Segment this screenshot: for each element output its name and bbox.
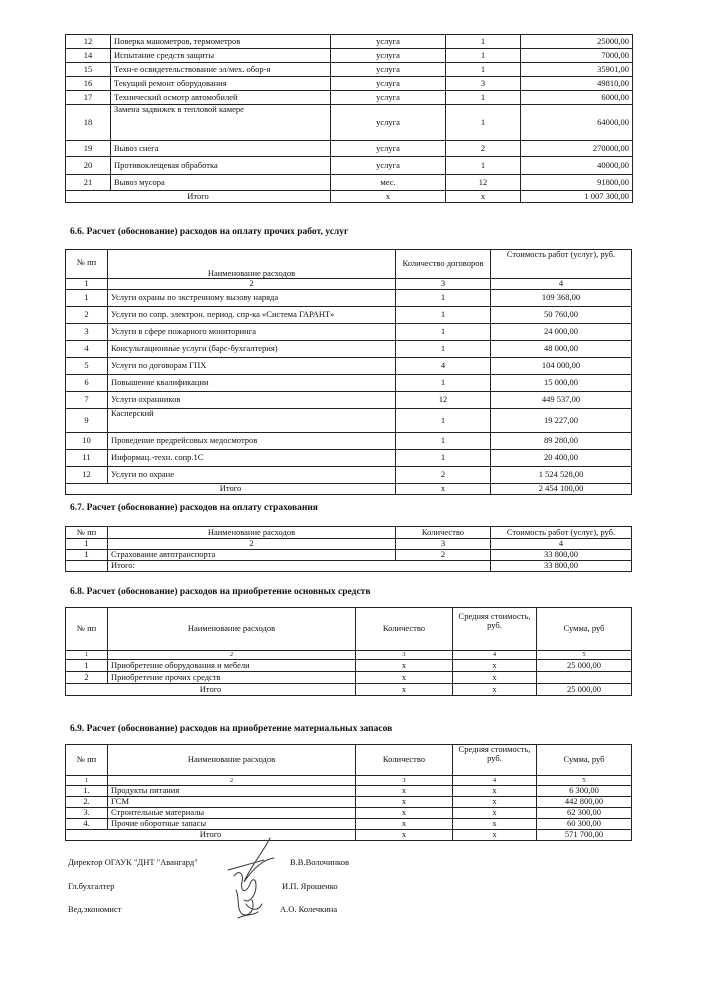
table-row <box>66 63 633 77</box>
row-qty: 1 <box>396 290 491 307</box>
row-number: 21 <box>66 175 111 191</box>
row-sum: 442 800,00 <box>537 797 632 808</box>
header-qty: Количество <box>356 745 453 776</box>
section-6-8-title: 6.8. Расчет (обоснование) расходов на приобретение основных средств <box>70 587 371 597</box>
row-qty: 1 <box>396 409 491 433</box>
table-row <box>66 467 632 484</box>
index-row <box>66 651 632 660</box>
total-sum: 25 000,00 <box>537 684 632 696</box>
row-qty: 2 <box>446 141 521 157</box>
index-cell: 1 <box>66 776 108 786</box>
table-row <box>66 141 633 157</box>
header-qty: Количество <box>396 527 491 539</box>
handwritten-signature <box>222 834 292 922</box>
row-qty: 1 <box>396 450 491 467</box>
table-row <box>66 672 632 684</box>
row-name: Продукты питания <box>108 786 356 797</box>
row-qty: 1 <box>446 49 521 63</box>
row-unit: услуга <box>331 141 446 157</box>
row-name: Противоклещевая обработка <box>111 157 331 175</box>
header-name: Наименование расходов <box>108 250 396 279</box>
row-name: Услуги охраны по экстренному вызову наряда <box>108 290 396 307</box>
row-qty: 12 <box>396 392 491 409</box>
index-cell: 2 <box>108 539 396 550</box>
total-sum: 1 007 300,00 <box>521 191 633 203</box>
total-row <box>66 830 632 841</box>
header-name: Наименование расходов <box>108 745 356 776</box>
index-cell: 1 <box>66 279 108 290</box>
table-row <box>66 157 633 175</box>
row-sum: 20 400,00 <box>491 450 632 467</box>
row-unit: услуга <box>331 105 446 141</box>
index-cell: 4 <box>453 651 537 660</box>
row-sum: 64000,00 <box>521 105 633 141</box>
table-row <box>66 290 632 307</box>
total-qty: х <box>356 684 453 696</box>
row-qty: х <box>356 797 453 808</box>
table-row <box>66 550 632 561</box>
empty-cell <box>66 561 108 572</box>
row-name: Проведение предрейсовых медосмотров <box>108 433 396 450</box>
row-unit: услуга <box>331 157 446 175</box>
row-qty: 1 <box>446 91 521 105</box>
index-cell: 2 <box>108 279 396 290</box>
row-number: 9 <box>66 409 108 433</box>
header-row <box>66 745 632 776</box>
row-sum: 6000,00 <box>521 91 633 105</box>
row-sum: 60 300,00 <box>537 819 632 830</box>
row-avg: х <box>453 819 537 830</box>
total-qty: х <box>356 830 453 841</box>
table-row <box>66 77 633 91</box>
row-qty: х <box>356 819 453 830</box>
index-cell: 4 <box>453 776 537 786</box>
header-number: № пп <box>66 527 108 539</box>
row-number: 10 <box>66 433 108 450</box>
row-name: Консультационные услуги (барс-бухгалтерия) <box>108 341 396 358</box>
row-name: Прочие оборотные запасы <box>108 819 356 830</box>
row-number: 2 <box>66 672 108 684</box>
table-row <box>66 341 632 358</box>
accountant-title: Гл.бухгалтер <box>68 881 115 891</box>
row-sum: 25000,00 <box>521 35 633 49</box>
row-name: Касперский <box>108 409 396 433</box>
table-row <box>66 375 632 392</box>
table-row <box>66 450 632 467</box>
total-label: Итого: <box>108 561 491 572</box>
row-number: 14 <box>66 49 111 63</box>
index-cell: 4 <box>491 279 632 290</box>
inventory-table <box>65 744 632 841</box>
row-sum: 104 000,00 <box>491 358 632 375</box>
header-qty: Количество <box>356 608 453 651</box>
table-row <box>66 358 632 375</box>
section-6-7-title: 6.7. Расчет (обоснование) расходов на оплату страхования <box>70 503 318 513</box>
row-sum: 91800,00 <box>521 175 633 191</box>
row-qty: 3 <box>446 77 521 91</box>
row-name: Услуги по сопр. электрон. период. спр-ка «Система ГАРАНТ» <box>108 307 396 324</box>
row-qty: 1 <box>446 35 521 49</box>
row-number: 7 <box>66 392 108 409</box>
row-name: Текущий ремонт оборудования <box>111 77 331 91</box>
table-row <box>66 808 632 819</box>
row-avg: х <box>453 797 537 808</box>
row-name: Технический осмотр автомобилей <box>111 91 331 105</box>
row-sum: 25 000,00 <box>537 660 632 672</box>
row-number: 2 <box>66 307 108 324</box>
index-cell: 3 <box>356 776 453 786</box>
row-sum: 6 300,00 <box>537 786 632 797</box>
row-number: 12 <box>66 467 108 484</box>
row-name: Приобретение оборудования и мебели <box>108 660 356 672</box>
total-label: Итого <box>66 191 331 203</box>
row-unit: услуга <box>331 77 446 91</box>
header-cost: Стоимость работ (услуг), руб. <box>491 527 632 539</box>
table-row <box>66 35 633 49</box>
total-avg: х <box>453 830 537 841</box>
row-number: 11 <box>66 450 108 467</box>
row-qty: х <box>356 672 453 684</box>
index-row <box>66 279 632 290</box>
header-row <box>66 527 632 539</box>
insurance-table <box>65 526 632 572</box>
row-sum: 24 000,00 <box>491 324 632 341</box>
total-sum: 33 800,00 <box>491 561 632 572</box>
row-number: 18 <box>66 105 111 141</box>
row-number: 4 <box>66 341 108 358</box>
total-row <box>66 561 632 572</box>
row-qty: 1 <box>396 307 491 324</box>
row-sum: 449 537,00 <box>491 392 632 409</box>
row-number: 19 <box>66 141 111 157</box>
section-6-9-title: 6.9. Расчет (обоснование) расходов на приобретение материальных запасов <box>70 724 393 734</box>
table-row <box>66 660 632 672</box>
header-avg: Средняя стоимость, руб. <box>453 745 537 776</box>
table-row <box>66 433 632 450</box>
index-cell: 5 <box>537 651 632 660</box>
row-number: 15 <box>66 63 111 77</box>
table-row <box>66 49 633 63</box>
row-unit: услуга <box>331 35 446 49</box>
row-unit: мес. <box>331 175 446 191</box>
row-number: 1 <box>66 550 108 561</box>
row-sum: 1 524 528,00 <box>491 467 632 484</box>
row-name: Услуги в сфере пожарного мониторинга <box>108 324 396 341</box>
table-row <box>66 324 632 341</box>
total-label: Итого <box>66 830 356 841</box>
row-name: Информац.-техн. сопр.1С <box>108 450 396 467</box>
row-number: 3 <box>66 324 108 341</box>
index-row <box>66 539 632 550</box>
header-avg: Средняя стоимость, руб. <box>453 608 537 651</box>
total-row <box>66 684 632 696</box>
index-row <box>66 776 632 786</box>
total-avg: х <box>453 684 537 696</box>
row-qty: х <box>356 786 453 797</box>
row-avg: х <box>453 808 537 819</box>
index-cell: 2 <box>108 651 356 660</box>
director-name: В.В.Волочинков <box>290 857 350 867</box>
row-name: Услуги по договорам ГПХ <box>108 358 396 375</box>
row-qty: 1 <box>446 157 521 175</box>
row-number: 6 <box>66 375 108 392</box>
row-sum: 270000,00 <box>521 141 633 157</box>
director-title: Директор ОГАУК "ДНТ "Авангард" <box>68 857 198 867</box>
row-number: 20 <box>66 157 111 175</box>
total-row <box>66 484 632 495</box>
row-sum: 15 000,00 <box>491 375 632 392</box>
row-avg: х <box>453 660 537 672</box>
row-qty: 12 <box>446 175 521 191</box>
row-sum: 35901,00 <box>521 63 633 77</box>
row-qty: 2 <box>396 550 491 561</box>
row-qty: 1 <box>396 375 491 392</box>
table-row <box>66 91 633 105</box>
row-number: 5 <box>66 358 108 375</box>
row-sum: 40000,00 <box>521 157 633 175</box>
total-sum: 2 454 100,00 <box>491 484 632 495</box>
header-number: № пп <box>66 250 108 279</box>
header-row <box>66 608 632 651</box>
table-row <box>66 307 632 324</box>
row-sum: 89 280,00 <box>491 433 632 450</box>
row-number: 4. <box>66 819 108 830</box>
table-row <box>66 409 632 433</box>
total-unit: х <box>331 191 446 203</box>
row-number: 3. <box>66 808 108 819</box>
row-name: Строительные материалы <box>108 808 356 819</box>
row-sum: 49810,00 <box>521 77 633 91</box>
row-number: 1 <box>66 290 108 307</box>
fixed-assets-table <box>65 607 632 696</box>
row-name: Услуги охранников <box>108 392 396 409</box>
row-name: Испытание средств защиты <box>111 49 331 63</box>
row-qty: 2 <box>396 467 491 484</box>
row-sum: 48 000,00 <box>491 341 632 358</box>
table-row <box>66 786 632 797</box>
row-name: Страхование автотранспорта <box>108 550 396 561</box>
header-name: Наименование расходов <box>108 527 396 539</box>
index-cell: 5 <box>537 776 632 786</box>
row-sum: 109 368,00 <box>491 290 632 307</box>
economist-name: А.О. Колечкина <box>280 904 338 914</box>
row-sum: 7000,00 <box>521 49 633 63</box>
row-name: Замена задвижек в тепловой камере <box>111 105 331 141</box>
row-avg: х <box>453 672 537 684</box>
total-label: Итого <box>66 684 356 696</box>
row-qty: х <box>356 808 453 819</box>
row-sum: 19 227,00 <box>491 409 632 433</box>
row-number: 1 <box>66 660 108 672</box>
row-qty: 1 <box>446 63 521 77</box>
row-name: Услуги по охране <box>108 467 396 484</box>
index-cell: 3 <box>356 651 453 660</box>
row-qty: 1 <box>446 105 521 141</box>
row-qty: 4 <box>396 358 491 375</box>
row-sum: 50 760,00 <box>491 307 632 324</box>
row-name: Вывоз мусора <box>111 175 331 191</box>
row-name: Повышение квалификации <box>108 375 396 392</box>
row-number: 17 <box>66 91 111 105</box>
section-6-6-title: 6.6. Расчет (обоснование) расходов на оплату прочих работ, услуг <box>70 227 349 237</box>
header-sum: Сумма, руб <box>537 608 632 651</box>
total-row <box>66 191 633 203</box>
row-sum: 33 800,00 <box>491 550 632 561</box>
total-sum: 571 700,00 <box>537 830 632 841</box>
row-unit: услуга <box>331 49 446 63</box>
row-name: Поверка манометров, термометров <box>111 35 331 49</box>
header-row <box>66 250 632 279</box>
total-label: Итого <box>66 484 396 495</box>
row-sum <box>537 672 632 684</box>
header-name: Наименование расходов <box>108 608 356 651</box>
row-unit: услуга <box>331 63 446 77</box>
row-number: 2. <box>66 797 108 808</box>
row-unit: услуга <box>331 91 446 105</box>
index-cell: 3 <box>396 279 491 290</box>
header-cost: Стоимость работ (услуг), руб. <box>491 250 632 279</box>
row-number: 12 <box>66 35 111 49</box>
table-row <box>66 797 632 808</box>
row-qty: х <box>356 660 453 672</box>
table-row <box>66 819 632 830</box>
row-qty: 1 <box>396 433 491 450</box>
services-table-continued <box>65 34 633 203</box>
accountant-name: И.П. Ярошенко <box>282 881 338 891</box>
index-cell: 3 <box>396 539 491 550</box>
row-number: 1. <box>66 786 108 797</box>
index-cell: 1 <box>66 651 108 660</box>
header-sum: Сумма, руб <box>537 745 632 776</box>
total-qty: х <box>446 191 521 203</box>
row-name: Приобретение прочих средств <box>108 672 356 684</box>
other-services-table <box>65 249 632 495</box>
table-row <box>66 105 633 141</box>
row-name: ГСМ <box>108 797 356 808</box>
row-avg: х <box>453 786 537 797</box>
index-cell: 1 <box>66 539 108 550</box>
table-row <box>66 175 633 191</box>
header-qty: Количество договоров <box>396 250 491 279</box>
row-sum: 62 300,00 <box>537 808 632 819</box>
index-cell: 2 <box>108 776 356 786</box>
table-row <box>66 392 632 409</box>
header-number: № пп <box>66 745 108 776</box>
row-name: Вывоз снега <box>111 141 331 157</box>
row-name: Техн-е освидетельствование эл/мех. обор-я <box>111 63 331 77</box>
total-qty: х <box>396 484 491 495</box>
header-number: № пп <box>66 608 108 651</box>
index-cell: 4 <box>491 539 632 550</box>
economist-title: Вед.экономист <box>68 904 122 914</box>
row-number: 16 <box>66 77 111 91</box>
row-qty: 1 <box>396 324 491 341</box>
row-qty: 1 <box>396 341 491 358</box>
